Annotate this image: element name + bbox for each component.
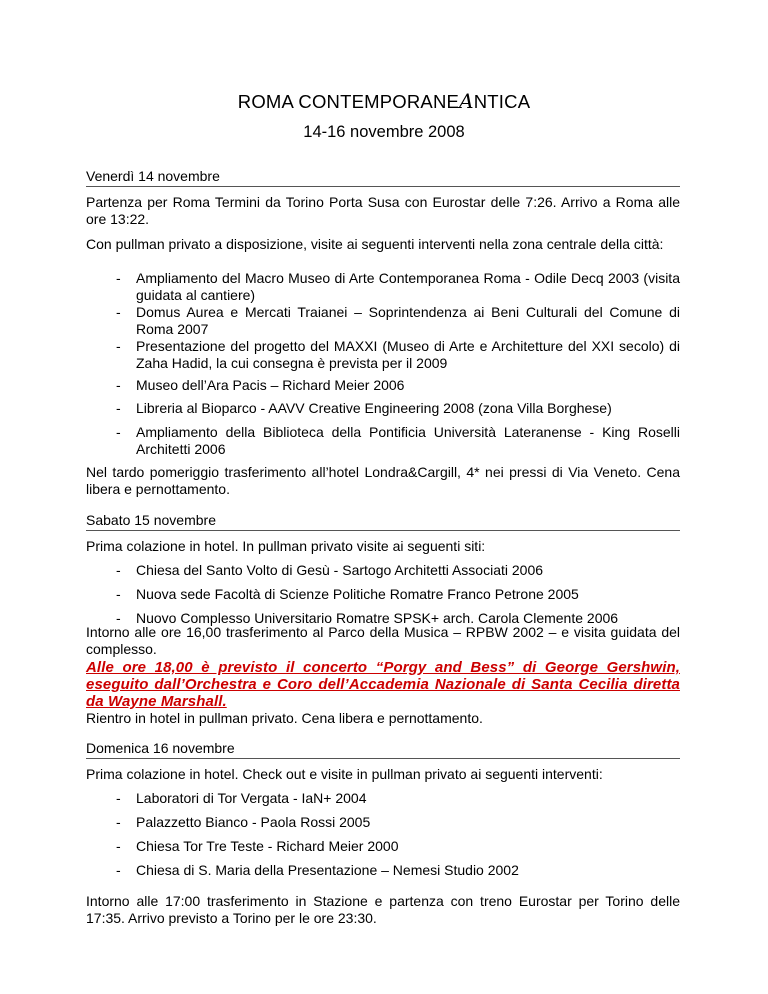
day3-paragraph-1: Prima colazione in hotel. Check out e visite in pullman privato ai seguenti interventi: <box>86 766 603 782</box>
day2-paragraph-3: Rientro in hotel in pullman privato. Cena libera e pernottamento. <box>86 710 483 726</box>
bullet-dash: - <box>116 338 121 354</box>
day3-list-item <box>86 862 680 879</box>
day2-paragraph-1: Prima colazione in hotel. In pullman privato visite ai seguenti siti: <box>86 538 486 554</box>
day3-list-item <box>86 838 680 855</box>
list-item-text: Ampliamento del Macro Museo di Arte Contemporanea Roma - Odile Decq 2003 (visita guidata al cantiere) <box>136 270 680 303</box>
document-dates: 14-16 novembre 2008 <box>303 123 465 141</box>
bullet-dash: - <box>116 862 121 878</box>
bullet-dash: - <box>116 610 121 626</box>
list-item-text: Ampliamento della Biblioteca della Pontificia Università Lateranense - King Roselli Architetti 2006 <box>136 424 680 457</box>
bullet-dash: - <box>116 814 121 830</box>
day3-heading: Domenica 16 novembre <box>86 740 680 759</box>
list-item-text: Laboratori di Tor Vergata - IaN+ 2004 <box>136 790 367 806</box>
concert-highlight: Alle ore 18,00 è previsto il concerto “Porgy and Bess” di George Gershwin, eseguito dall’Orchestra e Coro dell’Accademia Nazionale di Santa Cecilia diretta da Wayne Marshall. <box>86 659 680 710</box>
list-item-text: Chiesa di S. Maria della Presentazione – Nemesi Studio 2002 <box>136 862 519 878</box>
day1-list-item <box>86 270 680 304</box>
day3-list-item <box>86 814 680 831</box>
day3-list-item <box>86 790 680 807</box>
day1-list-item <box>86 338 680 372</box>
bullet-dash: - <box>116 562 121 578</box>
day3-paragraph-2: Intorno alle 17:00 trasferimento in Stazione e partenza con treno Eurostar per Torino delle 17:35. Arrivo previsto a Torino per le ore 23:30. <box>86 893 680 926</box>
list-item-text: Libreria al Bioparco - AAVV Creative Engineering 2008 (zona Villa Borghese) <box>136 400 612 416</box>
day1-list-item <box>86 377 680 394</box>
day1-list-item <box>86 400 680 417</box>
day1-paragraph-2: Con pullman privato a disposizione, visite ai seguenti interventi nella zona centrale della città: <box>86 236 664 252</box>
title-part-2: NTICA <box>473 91 531 112</box>
day2-list-item <box>86 586 680 603</box>
bullet-dash: - <box>116 304 121 320</box>
list-item-text: Nuovo Complesso Universitario Romatre SPSK+ arch. Carola Clemente 2006 <box>136 610 619 626</box>
bullet-dash: - <box>116 377 121 393</box>
bullet-dash: - <box>116 424 121 440</box>
day2-list-item <box>86 562 680 579</box>
list-item-text: Nuova sede Facoltà di Scienze Politiche Romatre Franco Petrone 2005 <box>136 586 579 602</box>
title-stylized-letter: A <box>459 89 474 113</box>
bullet-dash: - <box>116 586 121 602</box>
day1-paragraph-3: Nel tardo pomeriggio trasferimento all’hotel Londra&Cargill, 4* nei pressi di Via Veneto. Cena libera e pernottamento. <box>86 464 680 497</box>
list-item-text: Chiesa del Santo Volto di Gesù - Sartogo Architetti Associati 2006 <box>136 562 544 578</box>
bullet-dash: - <box>116 270 121 286</box>
bullet-dash: - <box>116 790 121 806</box>
day1-list-item <box>86 424 680 458</box>
day1-list-item <box>86 304 680 338</box>
list-item-text: Museo dell’Ara Pacis – Richard Meier 2006 <box>136 377 405 393</box>
list-item-text: Palazzetto Bianco - Paola Rossi 2005 <box>136 814 371 830</box>
title-part-1: ROMA CONTEMPORANE <box>237 91 460 112</box>
list-item-text: Chiesa Tor Tre Teste - Richard Meier 2000 <box>136 838 399 854</box>
day1-paragraph-1: Partenza per Roma Termini da Torino Porta Susa con Eurostar delle 7:26. Arrivo a Roma alle ore 13:22. <box>86 194 680 227</box>
bullet-dash: - <box>116 838 121 854</box>
day2-heading: Sabato 15 novembre <box>86 512 680 531</box>
list-item-text: Presentazione del progetto del MAXXI (Museo di Arte e Architetture del XXI secolo) di Zaha Hadid, la cui consegna è prevista per il 2009 <box>136 338 680 371</box>
document-title <box>0 89 768 113</box>
day1-heading: Venerdì 14 novembre <box>86 168 680 187</box>
list-item-text: Domus Aurea e Mercati Traianei – Soprintendenza ai Beni Culturali del Comune di Roma 2007 <box>136 304 680 337</box>
bullet-dash: - <box>116 400 121 416</box>
day2-paragraph-2: Intorno alle ore 16,00 trasferimento al Parco della Musica – RPBW 2002 – e visita guidata del complesso. <box>86 624 680 657</box>
